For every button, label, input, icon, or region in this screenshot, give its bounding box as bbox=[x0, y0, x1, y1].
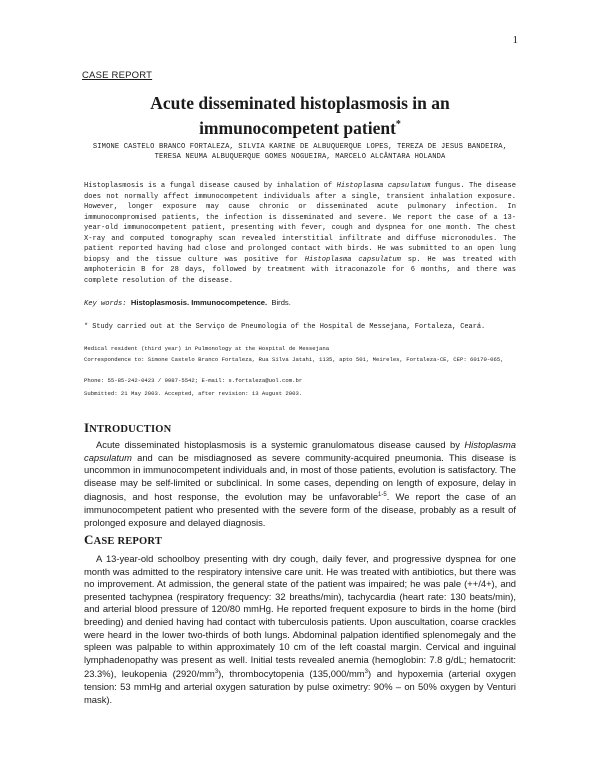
abstract-text-3: sp. He was treated with amphotericin B for 28 days, followed by treatment with itraconazole for 6 months, and there was complete resolution of the disease. bbox=[84, 255, 516, 285]
keywords-end: Birds. bbox=[271, 298, 291, 307]
keywords-value: Histoplasmosis. Immunocompetence. bbox=[130, 298, 268, 307]
case-sup-1: 3 bbox=[214, 669, 219, 676]
submission-note: Submitted: 21 May 2003. Accepted, after revision: 13 August 2003. bbox=[84, 390, 303, 397]
contact-note: Phone: 55-85-242-0423 / 9987-5542; E-mail: s.fortaleza@uol.com.br bbox=[84, 377, 303, 384]
abstract-text-1: Histoplasmosis is a fungal disease caused by inhalation of bbox=[84, 182, 337, 190]
case-report-heading bbox=[84, 532, 162, 548]
abstract bbox=[84, 181, 516, 286]
case-text-3: ) and hypoxemia (arterial oxygen tension: 53 mmHg and arterial oxygen saturation by pulse oximetry: 90% – on 50% oxygen by Venturi mask). bbox=[84, 668, 516, 705]
case-report-paragraph bbox=[84, 553, 516, 706]
title-footnote-marker: * bbox=[395, 119, 401, 130]
intro-text-2: and can be misdiagnosed as severe community-acquired pneumonia. This disease is uncommon in immunocompetent individuals and, in most of those patients, evolution is satisfactory. The disease may be self-limited or subclinical. In some cases, depending on length of exposure, delay in diagnosis, and host response, the evolution may be unfavorable bbox=[84, 451, 516, 503]
study-footnote bbox=[84, 322, 516, 332]
keywords-label: Key words: bbox=[84, 300, 127, 308]
abstract-text-2: fungus. The disease does not normally affect immunocompetent individuals after a single, transient inhalation exposure. However, longer exposure may cause chronic or disseminated acute pulmonary infection. In immunocompromised patients, the infection is disseminated and severe. We report the case of a 13-year-old immunocompetent patient, presenting with fever, cough and dyspnea for one month. The chest X-ray and computed tomography scan revealed interstitial infiltrate and diffuse micronodules. The patient reported having had close and prolonged contact with birds. He was submitted to an open lung biopsy and the tissue culture was positive for bbox=[84, 182, 516, 264]
intro-text-3: . We report the case of an immunocompetent patient who presented with the severe form of the disease, probably as a result of prolonged exposure and delayed diagnosis. bbox=[84, 491, 516, 528]
case-text-2: ), thrombocytopenia (135,000/mm bbox=[218, 668, 365, 680]
abstract-organism-2: Histoplasma capsulatum bbox=[304, 255, 401, 264]
study-footnote-text: * Study carried out at the Serviço de Pneumologia of the Hospital de Messejana, Fortaleza, Ceará. bbox=[84, 323, 486, 331]
introduction-paragraph bbox=[84, 439, 516, 529]
case-sup-2: 3 bbox=[364, 669, 368, 676]
intro-reference: 1-5 bbox=[378, 492, 387, 499]
case-heading-rest: ASE REPORT bbox=[93, 536, 163, 547]
case-heading-initial: C bbox=[84, 532, 94, 547]
case-text-1: A 13-year-old schoolboy presenting with dry cough, daily fever, and progressive dyspnea for one month was admitted to the respiratory intensive care unit. He was treated with antibiotics, but there was no improvement. At admission, the general state of the patient was impaired; he was pale (++/4+), and presented tachypnea (respiratory frequency: 32 breaths/min), tachycardia (heart rate: 130 beats/min), and arterial blood pressure of 120/80 mmHg. He reported frequent exposure to birds in the home (bird breeding) and denied having had contact with tuberculosis patients. Upon auscultation, coarse crackles were heard in the lower two-thirds of both lungs. Abdominal palpation identified splenomegaly and the spleen was palpable to within approximately 10 cm of the left coastal margin. Cervical and inguinal lymphadenopathy was present as well. Initial tests revealed anemia (hemoglobin: 7.8 g/dL; hematocrit: 23.3%), leukopenia (2920/mm bbox=[84, 553, 516, 680]
abstract-organism-1: Histoplasma capsulatum bbox=[336, 182, 431, 190]
page-number: 1 bbox=[512, 34, 518, 46]
introduction-heading-initial: I bbox=[84, 420, 90, 435]
intro-text-1: Acute disseminated histoplasmosis is a systemic granulomatous disease caused by bbox=[96, 439, 465, 450]
resident-note: Medical resident (third year) in Pulmonology at the Hospital de Messejana bbox=[84, 345, 330, 352]
introduction-heading-rest: NTRODUCTION bbox=[89, 424, 172, 435]
author-list: SIMONE CASTELO BRANCO FORTALEZA, SILVIA KARINE DE ALBUQUERQUE LOPES, TEREZA DE JESUS BANDEIRA, TERESA NEUMA ALBUQUERQUE GOMES NOGUEIRA, MARCELO ALCÂNTARA HOLANDA bbox=[92, 143, 508, 161]
intro-organism: Histoplasma capsulatum bbox=[84, 439, 516, 463]
section-label: CASE REPORT bbox=[82, 70, 153, 81]
introduction-heading bbox=[84, 420, 171, 436]
title-text: Acute disseminated histoplasmosis in an immunocompetent patient bbox=[150, 93, 450, 138]
correspondence-note: Correspondence to: Simone Castelo Branco Fortaleza, Rua Silva Jatahi, 1135, apto 501, Meireles, Fortaleza-CE, CEP: 60170-065, bbox=[84, 356, 504, 363]
keywords bbox=[84, 298, 291, 308]
article-title bbox=[100, 93, 500, 139]
